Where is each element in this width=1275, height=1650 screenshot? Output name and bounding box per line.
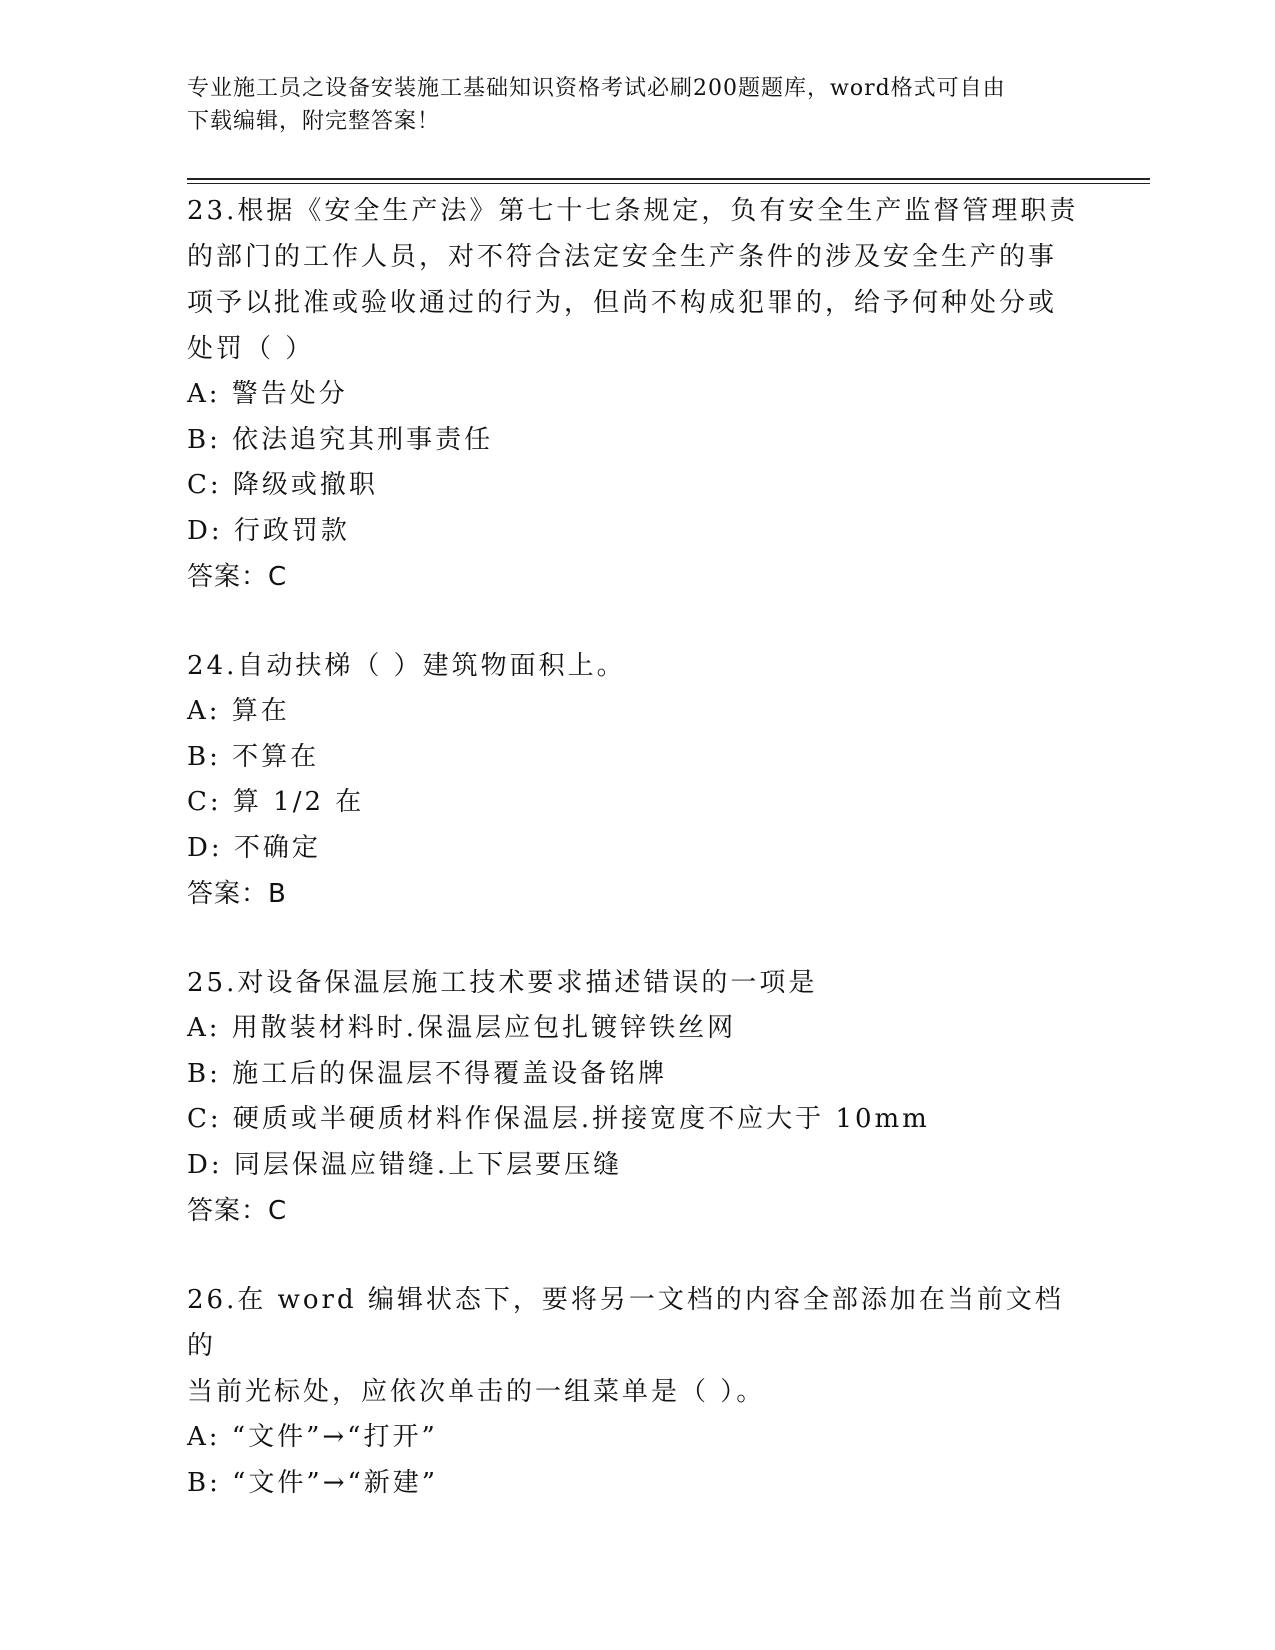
option-d: D: 行政罚款	[187, 515, 350, 546]
header-line: 下载编辑，附完整答案！	[187, 109, 441, 134]
option-a: A: 用散装材料时.保温层应包扎镀锌铁丝网	[187, 1013, 737, 1043]
option-b: B: 施工后的保温层不得覆盖设备铭牌	[187, 1058, 668, 1089]
option-c: C: 降级或撤职	[187, 470, 378, 500]
header-divider	[187, 183, 1150, 184]
answer-line: 答案：B	[187, 879, 287, 909]
document-header	[187, 72, 1067, 138]
option-a: A: 算在	[187, 696, 290, 726]
question-stem-line: 24.自动扶梯（ ）建筑物面积上。	[187, 651, 626, 681]
option-c: C: 算 1/2 在	[187, 787, 365, 817]
question-item	[187, 188, 1087, 600]
question-item	[187, 960, 1087, 1234]
question-stem-line: 26.在 word 编辑状态下，要将另一文档的内容全部添加在当前文档的	[187, 1285, 1064, 1361]
question-item	[187, 643, 1087, 917]
header-divider	[187, 178, 1150, 180]
header-line: 专业施工员之设备安装施工基础知识资格考试必刷200题题库，word格式可自由	[187, 76, 1006, 101]
option-a: A: “文件”→“打开”	[187, 1422, 438, 1452]
question-stem-line: 的部门的工作人员，对不符合法定安全生产条件的涉及安全生产的事	[187, 242, 1058, 272]
question-stem-line: 处罚（ ）	[187, 334, 315, 364]
option-c: C: 硬质或半硬质材料作保温层.拼接宽度不应大于 10mm	[187, 1104, 930, 1134]
question-stem-line: 项予以批准或验收通过的行为，但尚不构成犯罪的，给予何种处分或	[187, 288, 1058, 318]
question-list	[187, 188, 1087, 1549]
question-stem-line: 当前光标处，应依次单击的一组菜单是（ ）。	[187, 1377, 766, 1407]
option-d: D: 同层保温应错缝.上下层要压缝	[187, 1149, 623, 1180]
option-b: B: “文件”→“新建”	[187, 1467, 439, 1498]
question-item	[187, 1277, 1087, 1506]
answer-line: 答案：C	[187, 1196, 288, 1226]
answer-line: 答案：C	[187, 562, 288, 592]
question-stem-line: 23.根据《安全生产法》第七十七条规定，负有安全生产监督管理职责	[187, 196, 1079, 226]
option-b: B: 依法追究其刑事责任	[187, 424, 494, 455]
option-a: A: 警告处分	[187, 379, 348, 409]
option-d: D: 不确定	[187, 832, 321, 863]
option-b: B: 不算在	[187, 741, 320, 772]
question-stem-line: 25.对设备保温层施工技术要求描述错误的一项是	[187, 968, 818, 998]
